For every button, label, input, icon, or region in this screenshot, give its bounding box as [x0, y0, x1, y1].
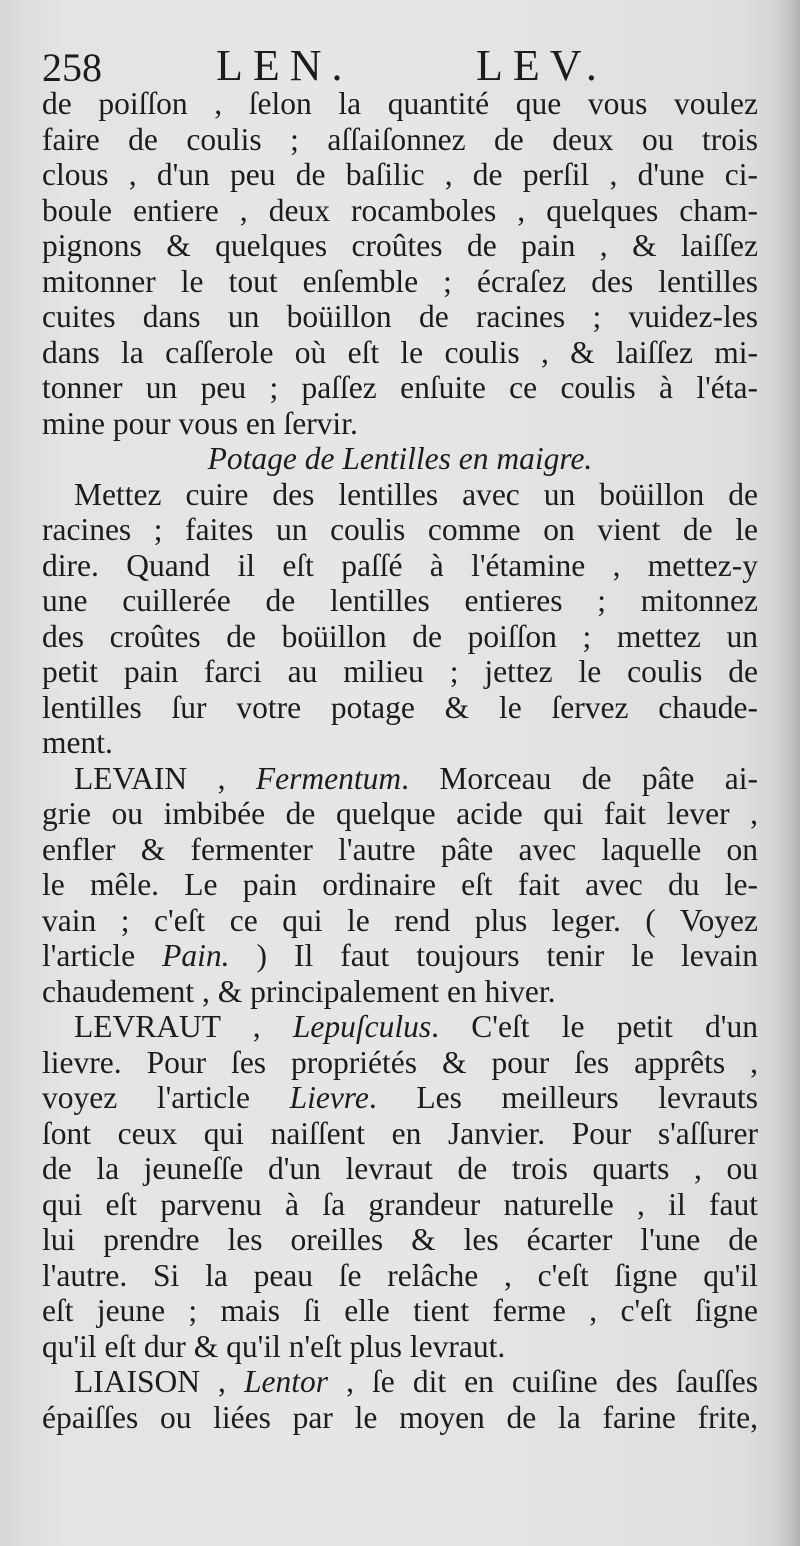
text-segment: grie ou imbibée de quelque acide qui fait lever , [42, 796, 758, 831]
text-segment: ment. [42, 725, 113, 760]
text-segment: mine pour vous en ſervir. [42, 405, 358, 441]
text-block [42, 86, 758, 1435]
italic-term: Lepuſculus [292, 1009, 432, 1044]
text-segment: LIAISON , [74, 1364, 244, 1399]
text-segment: qui eſt parvenu à ſa grandeur naturelle , il faut [42, 1186, 758, 1222]
text-segment: racines ; faites un coulis comme on vient de le [42, 512, 758, 547]
text-segment: épaiſſes ou liées par le moyen de la farine frite, [42, 1399, 758, 1435]
text-segment: le mêle. Le pain ordinaire eſt fait avec du le- [42, 867, 758, 902]
italic-term: Lentor [244, 1364, 329, 1399]
text-segment: l'article [42, 938, 163, 973]
text-line [42, 938, 758, 974]
text-segment: une cuillerée de lentilles entieres ; mitonnez [42, 583, 758, 618]
text-line [42, 796, 758, 832]
text-line [42, 228, 758, 264]
text-segment: enfler & fermenter l'autre pâte avec laquelle on [42, 831, 758, 867]
text-segment: dire. Quand il eſt paſſé à l'étamine , mettez-y [42, 547, 758, 583]
page-number: 258 [42, 45, 102, 90]
text-segment: , ſe dit en cuiſine des ſauſſes [328, 1364, 758, 1399]
italic-term: Pain. [162, 938, 230, 973]
text-segment: vain ; c'eſt ce qui le rend plus leger. ( Voyez [42, 902, 758, 938]
text-segment: mitonner le tout enſemble ; écraſez des lentilles [42, 263, 758, 299]
text-line [42, 122, 758, 158]
text-segment: cuites dans un boüillon de racines ; vuidez-les [42, 299, 758, 334]
text-segment: l'autre. Si la peau ſe relâche , c'eſt ſigne qu'il [42, 1257, 758, 1293]
text-line [42, 1080, 758, 1116]
text-line [42, 406, 758, 442]
text-segment: petit pain farci au milieu ; jettez le coulis de [42, 654, 758, 689]
text-segment: . C'eſt le petit d'un [431, 1009, 758, 1044]
text-line [42, 1293, 758, 1329]
text-line [42, 193, 758, 229]
text-segment: eſt jeune ; mais ſi elle tient ferme , c'eſt ſigne [42, 1293, 758, 1328]
running-head-left: LEN. [216, 41, 353, 90]
text-segment: de la jeuneſſe d'un levraut de trois quarts , ou [42, 1151, 758, 1186]
text-line [42, 548, 758, 584]
page-edge-shadow [772, 0, 800, 1546]
text-line [42, 299, 758, 335]
text-line [42, 974, 758, 1010]
running-head-right: LEV. [476, 41, 607, 90]
text-line [42, 654, 758, 690]
text-line [42, 1400, 758, 1436]
text-segment: voyez l'article [42, 1080, 290, 1115]
text-segment: qu'il eſt dur & qu'il n'eſt plus levraut. [42, 1328, 506, 1364]
text-segment: LEVRAUT , [74, 1009, 293, 1044]
text-segment: pignons & quelques croûtes de pain , & laiſſez [42, 228, 758, 263]
text-line [42, 1116, 758, 1152]
text-segment: tonner un peu ; paſſez enſuite ce coulis à l'éta- [42, 370, 758, 405]
text-line [42, 512, 758, 548]
text-line [42, 619, 758, 655]
running-head [40, 34, 760, 90]
text-segment: faire de coulis ; aſſaiſonnez de deux ou trois [42, 121, 758, 157]
text-segment: LEVAIN , [74, 760, 256, 796]
text-segment: clous , d'un peu de baſilic , de perſil , d'une ci- [42, 157, 758, 192]
text-segment: lievre. Pour ſes propriétés & pour ſes apprêts , [42, 1044, 758, 1080]
italic-term: Lievre [289, 1080, 369, 1115]
text-segment: . Les meilleurs levrauts [368, 1080, 759, 1115]
text-line [42, 264, 758, 300]
text-segment: chaudement , & principalement en hiver. [42, 973, 556, 1009]
text-line [42, 761, 758, 797]
text-segment: boule entiere , deux rocamboles , quelques cham- [42, 192, 758, 228]
text-line [42, 335, 758, 371]
text-line [42, 441, 758, 477]
text-line [42, 1045, 758, 1081]
text-segment: Potage de Lentilles en maigre. [207, 441, 593, 476]
text-line [42, 157, 758, 193]
text-line [42, 1329, 758, 1365]
text-segment: ſont ceux qui naiſſent en Janvier. Pour s'aſſurer [42, 1115, 758, 1151]
text-line [42, 1151, 758, 1187]
text-segment: des croûtes de boüillon de poiſſon ; mettez un [42, 618, 758, 654]
text-segment: lentilles ſur votre potage & le ſervez chaude- [42, 689, 758, 725]
text-line [42, 903, 758, 939]
text-line [42, 832, 758, 868]
text-segment: ) Il faut toujours tenir le levain [229, 938, 758, 973]
text-line [42, 1258, 758, 1294]
text-segment: . Morceau de pâte ai- [401, 760, 758, 796]
text-line [42, 690, 758, 726]
text-line [42, 86, 758, 122]
text-line [42, 1187, 758, 1223]
text-segment: dans la caſſerole où eſt le coulis , & laiſſez mi- [42, 334, 758, 370]
text-line [42, 1222, 758, 1258]
text-line [42, 867, 758, 903]
text-line [42, 1364, 758, 1400]
text-line [42, 477, 758, 513]
text-segment: lui prendre les oreilles & les écarter l'une de [42, 1222, 758, 1257]
text-segment: Mettez cuire des lentilles avec un boüillon de [74, 476, 758, 512]
italic-term: Fermentum [255, 760, 402, 796]
text-line [42, 1009, 758, 1045]
text-line [42, 370, 758, 406]
text-line [42, 725, 758, 761]
text-line [42, 583, 758, 619]
text-segment: de poiſſon , ſelon la quantité que vous voulez [42, 86, 758, 121]
